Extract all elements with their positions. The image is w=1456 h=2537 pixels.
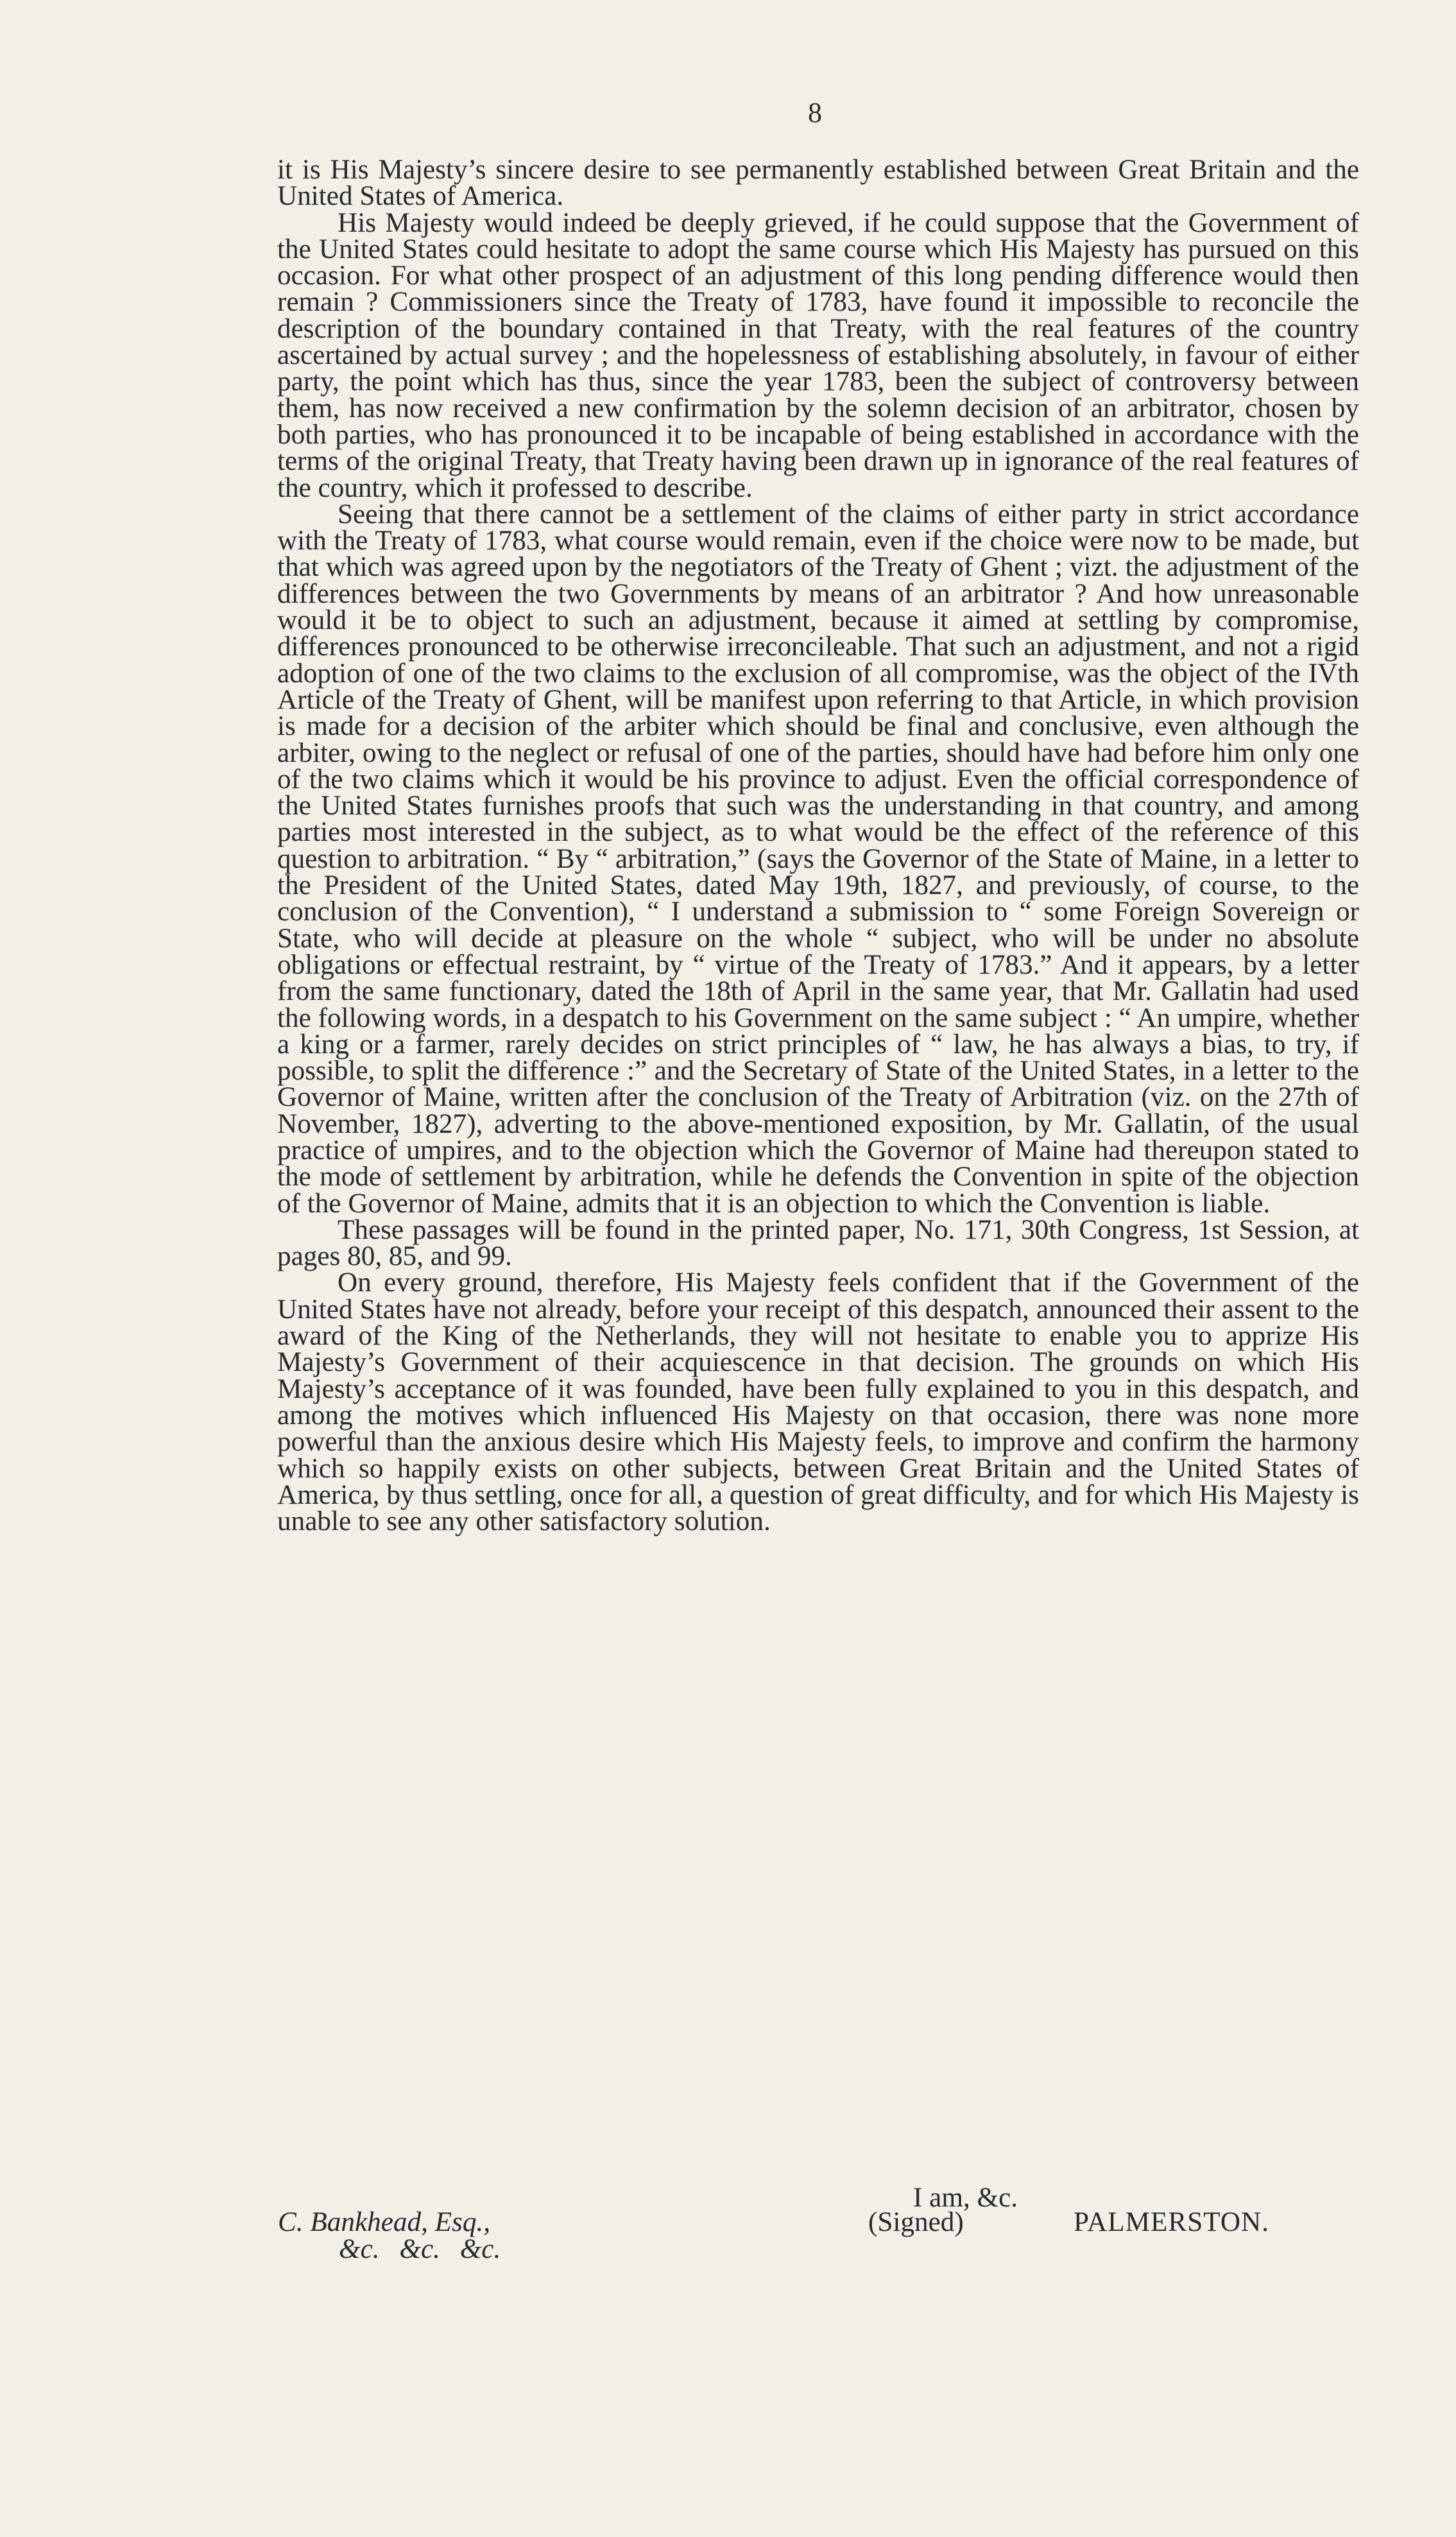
paragraph-2: His Majesty would indeed be deeply grieved, if he could suppose that the Government of the United States could hesitate to adopt the same course which His Majesty has pursued on this occasion. For what other prospect of an adjustment of this long pending difference would then remain ? Commissioners since the Treaty of 1783, have found it impossible to reconcile the description of the boundary contained in that Treaty, with the real features of the country ascertained by actual survey ; and the hopelessness of establishing absolutely, in favour of either party, the point which has thus, since the year 1783, been the subject of controversy between them, has now received a new confirmation by the solemn decision of an arbitrator, chosen by both parties, who has pronounced it to be incapable of being established in accordance with the terms of the original Treaty, that Treaty having been drawn up in ignorance of the real features of the country, which it professed to describe. xyxy=(277,207,1359,503)
valediction: I am, &c. xyxy=(913,2183,1018,2213)
signed-note: (Signed) xyxy=(868,2207,964,2237)
page-number: 8 xyxy=(808,97,822,128)
paragraph-1: it is His Majesty’s sincere desire to see permanently established between Great Britain and the United States of America. xyxy=(277,155,1359,212)
paragraph-4: These passages will be found in the printed paper, No. 171, 30th Congress, 1st Session, at pages 80, 85, and 99. xyxy=(277,1214,1359,1272)
addressee-etc: &c. &c. &c. xyxy=(339,2234,501,2264)
signature: PALMERSTON. xyxy=(1074,2207,1270,2237)
addressee: C. Bankhead, Esq., xyxy=(278,2207,491,2237)
paragraph-3: Seeing that there cannot be a settlement of the claims of either party in strict accordance with the Treaty of 1783, what course would remain, even if the choice were now to be made, but that which was agreed upon by the negotiators of the Treaty of Ghent ; vizt. the adjustment of the differences between the two Governments by means of an arbitrator ? And how unreasonable would it be to object to such an adjustment, because it aimed at settling by compromise, differences pronounced to be otherwise irreconcileable. That such an adjustment, and not a rigid adoption of one of the two claims to the exclusion of all compromise, was the object of the IVth Article of the Treaty of Ghent, will be manifest upon referring to that Article, in which provision is made for a decision of the arbiter which should be final and conclusive, even although the arbiter, owing to the neglect or refusal of one of the parties, should have had before him only one of the two claims which it would be his province to adjust. Even the official correspondence of the United States furnishes proofs that such was the understanding in that country, and among parties most interested in the subject, as to what would be the effect of the reference of this question to arbitration. “ By “ arbitration,” (says the Governor of the State of Maine, in a letter to the President of the United States, dated May 19th, 1827, and previously, of course, to the conclusion of the Convention), “ I understand a submission to “ some Foreign Sovereign or State, who will decide at pleasure on the whole “ subject, who will be under no absolute obligations or effectual restraint, by “ virtue of the Treaty of 1783.” And it appears, by a letter from the same functionary, dated the 18th of April in the same year, that Mr. Gallatin had used the following words, in a despatch to his Government on the same subject : “ An umpire, whether a king or a farmer, rarely decides on strict principles of “ law, he has always a bias, to try, if possible, to split the difference :” and the Secretary of State of the United States, in a letter to the Governor of Maine, written after the conclusion of the Treaty of Arbitration (viz. on the 27th of November, 1827), adverting to the above-mentioned exposition, by Mr. Gallatin, of the usual practice of umpires, and to the objection which the Governor of Maine had thereupon stated to the mode of settlement by arbitration, while he defends the Convention in spite of the objection of the Governor of Maine, admits that it is an objection to which the Convention is liable. xyxy=(277,499,1359,1219)
paragraph-5: On every ground, therefore, His Majesty feels confident that if the Government of the United States have not already, before your receipt of this despatch, announced their assent to the award of the King of the Netherlands, they will not hesitate to enable you to apprize His Majesty’s Government of their acquiescence in that decision. The grounds on which His Majesty’s acceptance of it was founded, have been fully explained to you in this despatch, and among the motives which influenced His Majesty on that occasion, there was none more powerful than the anxious desire which His Majesty feels, to improve and confirm the harmony which so happily exists on other subjects, between Great Britain and the United States of America, by thus settling, once for all, a question of great difficulty, and for which His Majesty is unable to see any other satisfactory solution. xyxy=(277,1268,1359,1537)
